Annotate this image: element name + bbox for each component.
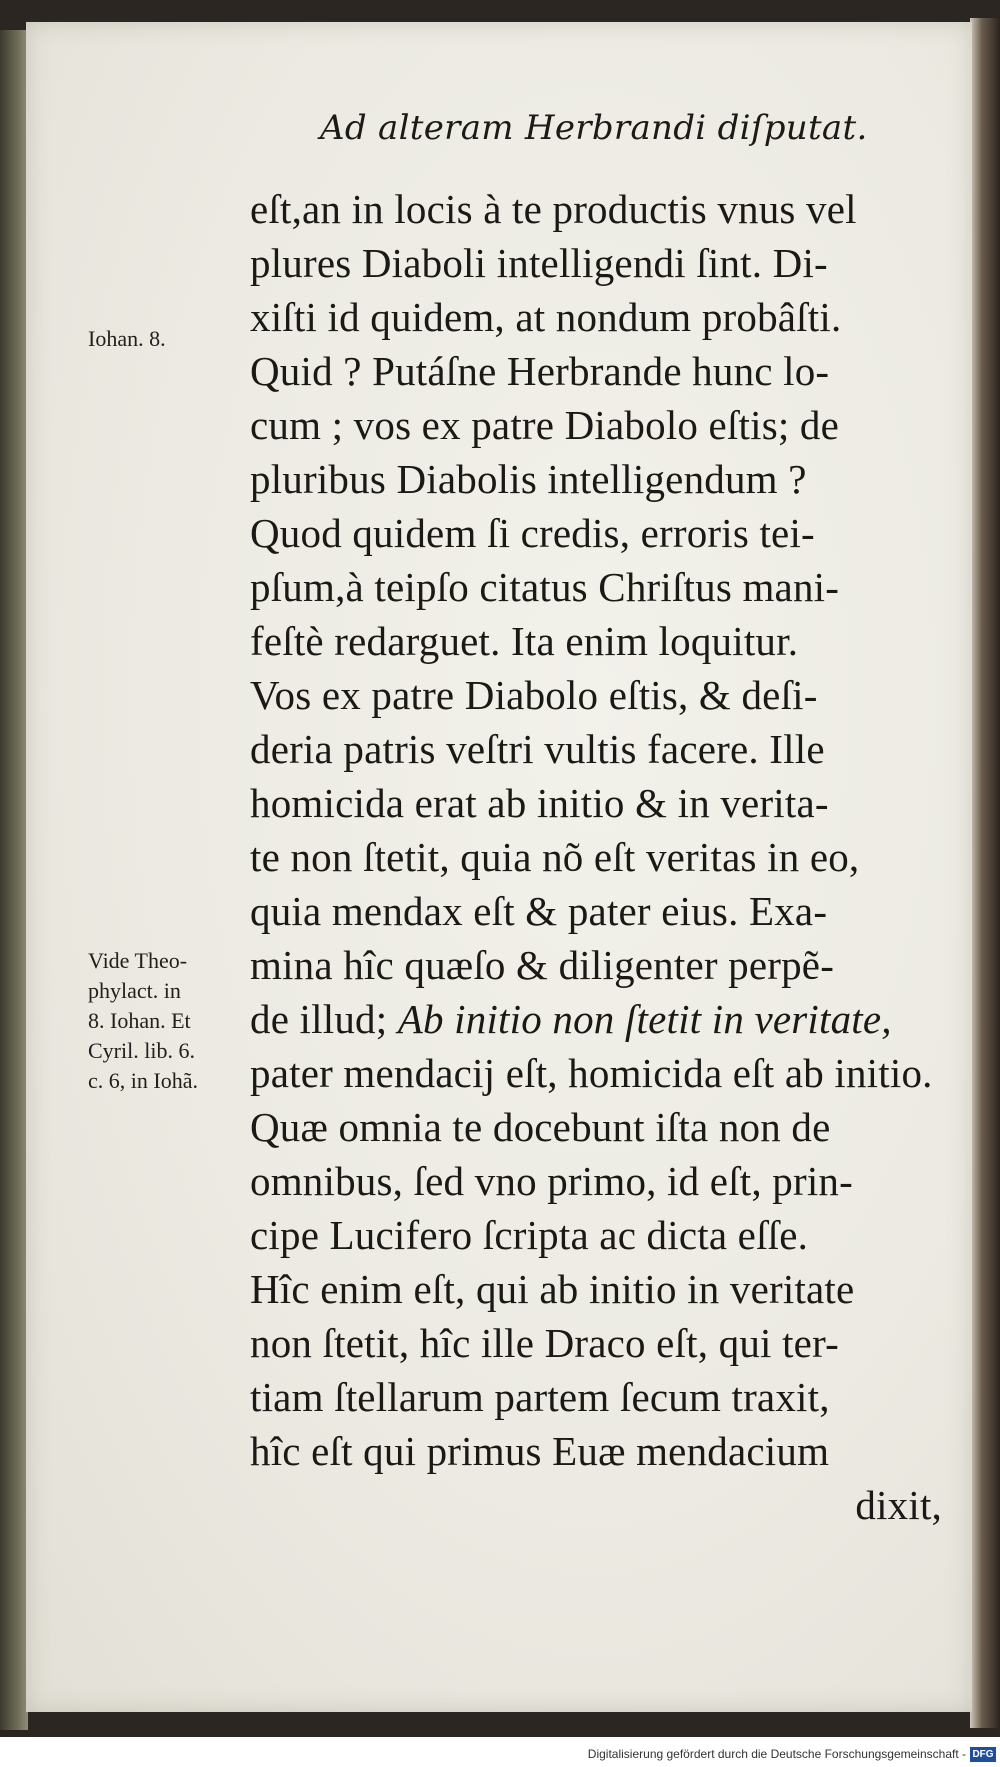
margin-note-iohan: Iohan. 8. bbox=[88, 326, 166, 351]
text-line: cipe Lucifero ſcripta ac dicta eſſe. bbox=[250, 1212, 809, 1258]
text-line: omnibus, ſed vno primo, id eſt, prin- bbox=[250, 1158, 853, 1204]
text-line: Vos ex patre Diabolo eſtis, & deſi- bbox=[250, 672, 818, 718]
text-line: Quod quidem ſi credis, erroris tei- bbox=[250, 510, 815, 556]
text-line: quia mendax eſt & pater eius. Exa- bbox=[250, 888, 828, 934]
text-line: te non ſtetit, quia nõ eſt veritas in eo, bbox=[250, 834, 860, 880]
binding-edge-left bbox=[0, 30, 28, 1730]
text-line: deria patris veſtri vultis facere. Ille bbox=[250, 726, 825, 772]
italic-quote: Ab initio non ſtetit in veritate, bbox=[397, 996, 892, 1042]
running-head: Ad alteram Herbrandi diſputat. bbox=[320, 108, 868, 148]
text-fragment: de illud; bbox=[250, 996, 388, 1042]
margin-note-line: 8. Iohan. Et bbox=[88, 1008, 191, 1033]
margin-note-line: phylact. in bbox=[88, 978, 181, 1003]
text-line: xiſti id quidem, at nondum probâſti. bbox=[250, 294, 842, 340]
text-line: pluribus Diabolis intelligendum ? bbox=[250, 456, 807, 502]
catchword: dixit, bbox=[855, 1482, 942, 1528]
funding-credit: Digitalisierung gefördert durch die Deutsche Forschungsgemeinschaft - bbox=[587, 1747, 966, 1761]
text-line: non ſtetit, hîc ille Draco eſt, qui ter- bbox=[250, 1320, 839, 1366]
text-line: tiam ſtellarum partem ſecum traxit, bbox=[250, 1374, 830, 1420]
italic-quote-line: pater mendacij eſt, homicida eſt ab initio. bbox=[250, 1050, 933, 1096]
margin-note-line: c. 6, in Iohã. bbox=[88, 1068, 198, 1093]
text-line: pſum,à teipſo citatus Chriſtus mani- bbox=[250, 564, 840, 610]
margin-note-line: Cyril. lib. 6. bbox=[88, 1038, 195, 1063]
text-line: mina hîc quæſo & diligenter perpẽ- bbox=[250, 942, 835, 988]
text-line: homicida erat ab initio & in verita- bbox=[250, 780, 829, 826]
text-line: eſt,an in locis à te productis vnus vel bbox=[250, 186, 857, 232]
digitization-footer bbox=[0, 1737, 1000, 1767]
text-line: plures Diaboli intelligendi ſint. Di- bbox=[250, 240, 828, 286]
text-line-with-quote bbox=[250, 994, 940, 1044]
text-line: hîc eſt qui primus Euæ mendacium bbox=[250, 1428, 830, 1474]
dfg-logo[interactable]: DFG bbox=[970, 1747, 996, 1762]
text-line: Quæ omnia te docebunt iſta non de bbox=[250, 1104, 831, 1150]
text-line: Hîc enim eſt, qui ab initio in veritate bbox=[250, 1266, 855, 1312]
text-line: Quid ? Putáſne Herbrande hunc lo- bbox=[250, 348, 830, 394]
margin-note-line: Vide Theo- bbox=[88, 948, 188, 973]
text-line: cum ; vos ex patre Diabolo eſtis; de bbox=[250, 402, 840, 448]
text-line: feſtè redarguet. Ita enim loquitur. bbox=[250, 618, 799, 664]
page-edge-right bbox=[970, 18, 1000, 1728]
